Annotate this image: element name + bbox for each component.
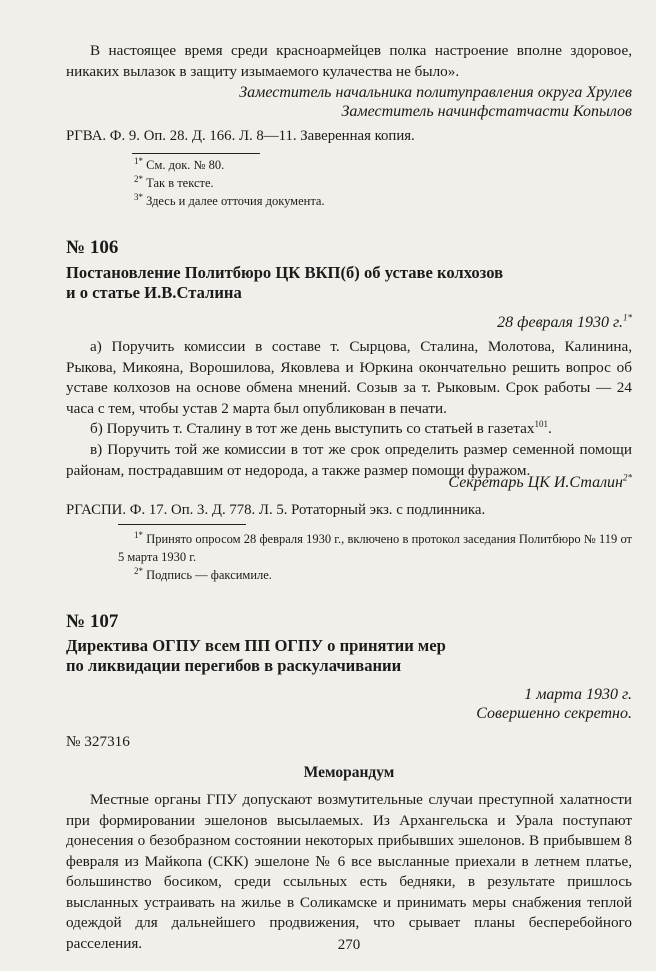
doc-107-number: № 107 [66, 611, 119, 632]
footnote-divider-2 [118, 524, 246, 525]
doc-106-para-b: б) Поручить т. Сталину в тот же день выступить со статьей в газетах$^{101}$. [90, 418, 552, 437]
document-page [66, 0, 632, 971]
signature-hrulev: Заместитель начальника политуправления округа Хрулев [239, 84, 632, 101]
doc-106-footnote-1: $^{1*}$ Принято опросом 28 февраля 1930 г., включено в протокол заседания Политбюро № 119 от 5 марта 1930 г. [118, 529, 632, 564]
signature-kopylov: Заместитель начинфстатчасти Копылов [341, 103, 632, 120]
doc-107-body: Местные органы ГПУ допускают возмутительные случаи преступной халатности при формировании эшелонов высылаемых. Из Архангельска и Урала поступают донесения о безобразном состоянии некоторых прибывших эшелонов. В прибывшем 8 февраля из Майкопа (СКК) эшелоне № 6 все высланные приехали в летнем платье, большинство босиком, среди ссыльных есть бедняки, в результате пришлось высланных устраивать на жилье в Соликамске и принимать меры снабжения теплой одеждой для дальнейшего продвижения, что срывает планы бесперебойного расселения. [66, 791, 632, 952]
doc-106-secretary: Секретарь ЦК И.Сталин$^{2*}$ [448, 472, 632, 491]
doc-107-classification: Совершенно секретно. [476, 705, 632, 722]
doc-106-date: 28 февраля 1930 г.$^{1*}$ [497, 312, 632, 331]
footnote-3: $^{3*}$ Здесь и далее отточия документа. [134, 191, 325, 208]
doc-106-para-c: в) Поручить той же комиссии в тот же срок определить размер семенной помощи районам, пострадавшим от недорода, а также размер помощи фуражом. [66, 441, 632, 479]
doc-106-number: № 106 [66, 237, 119, 258]
footnote-2: $^{2*}$ Так в тексте. [134, 173, 214, 190]
doc-107-reg-number: № 327316 [66, 733, 130, 750]
doc-107-date: 1 марта 1930 г. [524, 686, 632, 703]
footnotes-2 [118, 530, 632, 584]
archive-source-rgva: РГВА. Ф. 9. Оп. 28. Д. 166. Л. 8—11. Заверенная копия. [66, 128, 415, 144]
doc-106-title-line-2: и о статье И.В.Сталина [66, 283, 242, 302]
footnotes-1 [134, 156, 325, 210]
doc-106-title-line-1: Постановление Политбюро ЦК ВКП(б) об уставе колхозов [66, 263, 504, 282]
doc-106-para-a: а) Поручить комиссии в составе т. Сырцова, Сталина, Молотова, Калинина, Рыкова, Микояна, Ворошилова, Яковлева и Юркина окончательно решить вопрос об уставе колхозов на основе обмена мнений. Созыв за т. Рыковым. Срок работы — 24 часа с тем, чтобы устав 2 марта был опубликован в печати. [66, 338, 632, 417]
doc-107-title-line-1: Директива ОГПУ всем ПП ОГПУ о принятии мер [66, 636, 446, 655]
doc-107-heading: Меморандум [303, 764, 395, 781]
footnote-divider [132, 153, 260, 154]
page-number: 270 [337, 937, 361, 953]
top-paragraph: В настоящее время среди красноармейцев полка настроение вполне здоровое, никаких вылазок в защиту изымаемого кулачества не было». [66, 42, 632, 80]
doc-107-title-line-2: по ликвидации перегибов в раскулачивании [66, 656, 402, 675]
doc-106-footnote-2: $^{2*}$ Подпись — факсимиле. [134, 565, 272, 582]
footnote-1: $^{1*}$ См. док. № 80. [134, 155, 225, 172]
archive-source-rgaspi: РГАСПИ. Ф. 17. Оп. 3. Д. 778. Л. 5. Ротаторный экз. с подлинника. [66, 502, 486, 518]
